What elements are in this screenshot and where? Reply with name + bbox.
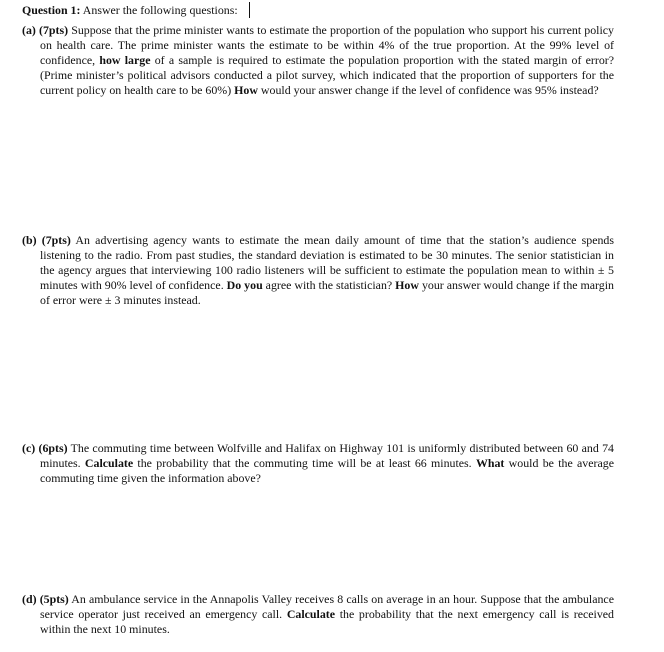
question-part-d [22, 592, 614, 637]
part-keyword: how large [99, 53, 151, 67]
part-keyword: How [234, 83, 258, 97]
part-text: the probability that the next emergency call is received within the next 10 minutes. [40, 607, 614, 636]
part-text: Suppose that the prime minister wants to estimate the proportion of the population who support his current policy on health care. The prime minister wants the estimate to be within 4% of the true proportion. At the 99% level of confidence, [40, 23, 614, 67]
part-text: of a sample is required to estimate the population proportion with the stated margin of error? (Prime minister’s political advisors conducted a pilot survey, which indicated that the proportion of supporters for the current policy on health care to be 60%) [40, 53, 615, 97]
part-label: (a) [22, 23, 36, 37]
part-text: The commuting time between Wolfville and Halifax on Highway 101 is uniformly distributed between 60 and 74 minutes. [40, 441, 614, 470]
part-text: the probability that the commuting time will be at least 66 minutes. [133, 456, 476, 470]
part-text: your answer would change if the margin of error were ± 3 minutes instead. [40, 278, 614, 307]
question-part-c [22, 441, 614, 486]
part-points: (7pts) [39, 23, 69, 37]
question-heading [22, 3, 642, 18]
part-text: agree with the statistician? [262, 278, 396, 292]
part-keyword: What [475, 456, 505, 470]
question-instruction: Answer the following questions: [80, 3, 238, 17]
part-text: An advertising agency wants to estimate the mean daily amount of time that the station’s audience spends listening to the radio. From past studies, the standard deviation is estimated to be 30 minutes. The senior statistician in the agency argues that interviewing 100 radio listeners will be sufficient to estimate the population mean to within ± 5 minutes with 90% level of confidence. [40, 233, 614, 292]
part-points: (6pts) [38, 441, 68, 455]
part-points: (5pts) [39, 592, 69, 606]
question-part-b [22, 233, 614, 308]
part-points: (7pts) [41, 233, 71, 247]
part-text: would be the average commuting time given the information above? [40, 456, 614, 485]
part-keyword: Do you [226, 278, 263, 292]
part-keyword: Calculate [286, 607, 336, 621]
question-part-a [22, 23, 614, 98]
part-keyword: Calculate [84, 456, 134, 470]
part-label: (b) [22, 233, 37, 247]
text-cursor [249, 2, 250, 18]
part-label: (c) [22, 441, 36, 455]
question-number-label: Question 1: [22, 3, 81, 17]
part-keyword: How [395, 278, 419, 292]
part-text: would your answer change if the level of confidence was 95% instead? [257, 83, 599, 97]
part-text: An ambulance service in the Annapolis Valley receives 8 calls on average in an hour. Suppose that the ambulance service operator just received an emergency call. [40, 592, 614, 621]
part-label: (d) [22, 592, 37, 606]
